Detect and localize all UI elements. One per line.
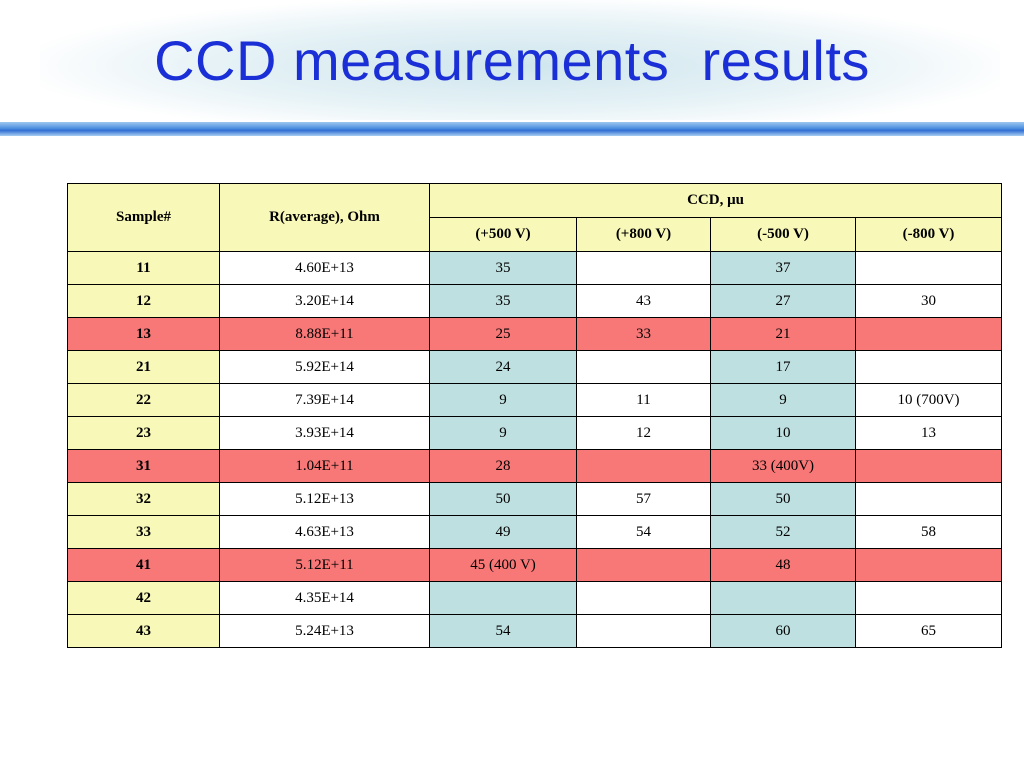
slide-title: CCD measurements results <box>154 29 870 92</box>
cell-ccd-plus500: 35 <box>430 252 577 285</box>
cell-ccd-minus500: 27 <box>711 285 856 318</box>
cell-ccd-minus500: 17 <box>711 351 856 384</box>
cell-ccd-minus800: 30 <box>856 285 1002 318</box>
cell-ccd-plus800 <box>577 615 711 648</box>
cell-ccd-minus800 <box>856 318 1002 351</box>
cell-sample: 11 <box>68 252 220 285</box>
cell-sample: 21 <box>68 351 220 384</box>
cell-ccd-plus500: 9 <box>430 417 577 450</box>
cell-ccd-minus800 <box>856 252 1002 285</box>
cell-ccd-minus500: 48 <box>711 549 856 582</box>
table-row <box>68 549 1002 582</box>
cell-sample: 12 <box>68 285 220 318</box>
cell-ccd-minus800: 58 <box>856 516 1002 549</box>
cell-ccd-plus500: 35 <box>430 285 577 318</box>
table-row <box>68 582 1002 615</box>
cell-resistance: 8.88E+11 <box>220 318 430 351</box>
cell-ccd-plus500: 28 <box>430 450 577 483</box>
table-row <box>68 516 1002 549</box>
cell-ccd-minus800 <box>856 450 1002 483</box>
header-ccd: CCD, μu <box>430 184 1002 218</box>
cell-ccd-minus500: 10 <box>711 417 856 450</box>
table-row <box>68 384 1002 417</box>
cell-ccd-minus500: 52 <box>711 516 856 549</box>
cell-ccd-minus500: 37 <box>711 252 856 285</box>
cell-resistance: 5.12E+11 <box>220 549 430 582</box>
cell-ccd-minus500 <box>711 582 856 615</box>
table-row <box>68 351 1002 384</box>
cell-resistance: 4.60E+13 <box>220 252 430 285</box>
cell-sample: 42 <box>68 582 220 615</box>
header-voltage-minus800: (-800 V) <box>856 218 1002 252</box>
cell-ccd-plus500: 9 <box>430 384 577 417</box>
table-body <box>68 252 1002 648</box>
cell-ccd-plus500: 54 <box>430 615 577 648</box>
table-header <box>68 184 1002 252</box>
cell-resistance: 3.93E+14 <box>220 417 430 450</box>
cell-ccd-minus800: 13 <box>856 417 1002 450</box>
cell-ccd-minus500: 21 <box>711 318 856 351</box>
cell-resistance: 4.63E+13 <box>220 516 430 549</box>
cell-sample: 23 <box>68 417 220 450</box>
table-row <box>68 450 1002 483</box>
results-table-container <box>67 183 1002 648</box>
cell-resistance: 5.12E+13 <box>220 483 430 516</box>
cell-sample: 13 <box>68 318 220 351</box>
cell-ccd-plus800: 33 <box>577 318 711 351</box>
cell-resistance: 4.35E+14 <box>220 582 430 615</box>
header-voltage-plus500: (+500 V) <box>430 218 577 252</box>
cell-sample: 33 <box>68 516 220 549</box>
cell-ccd-plus500: 24 <box>430 351 577 384</box>
header-resistance: R(average), Ohm <box>220 184 430 252</box>
cell-resistance: 7.39E+14 <box>220 384 430 417</box>
cell-ccd-plus800 <box>577 582 711 615</box>
cell-resistance: 1.04E+11 <box>220 450 430 483</box>
cell-ccd-minus500: 9 <box>711 384 856 417</box>
cell-ccd-minus800 <box>856 483 1002 516</box>
cell-ccd-plus500: 45 (400 V) <box>430 549 577 582</box>
cell-ccd-minus500: 50 <box>711 483 856 516</box>
cell-ccd-plus500: 49 <box>430 516 577 549</box>
cell-sample: 31 <box>68 450 220 483</box>
table-row <box>68 417 1002 450</box>
cell-ccd-plus800: 11 <box>577 384 711 417</box>
cell-ccd-minus800: 10 (700V) <box>856 384 1002 417</box>
cell-ccd-minus800 <box>856 549 1002 582</box>
cell-ccd-plus800 <box>577 549 711 582</box>
cell-ccd-plus800 <box>577 351 711 384</box>
cell-ccd-plus500: 50 <box>430 483 577 516</box>
cell-ccd-minus800 <box>856 582 1002 615</box>
ccd-results-table <box>67 183 1002 648</box>
cell-ccd-plus500 <box>430 582 577 615</box>
cell-ccd-minus800: 65 <box>856 615 1002 648</box>
table-row <box>68 318 1002 351</box>
table-row <box>68 285 1002 318</box>
cell-ccd-plus500: 25 <box>430 318 577 351</box>
cell-sample: 22 <box>68 384 220 417</box>
cell-ccd-plus800: 43 <box>577 285 711 318</box>
cell-sample: 32 <box>68 483 220 516</box>
cell-ccd-plus800: 12 <box>577 417 711 450</box>
cell-ccd-plus800: 57 <box>577 483 711 516</box>
cell-sample: 43 <box>68 615 220 648</box>
cell-resistance: 3.20E+14 <box>220 285 430 318</box>
cell-ccd-minus500: 60 <box>711 615 856 648</box>
cell-ccd-plus800: 54 <box>577 516 711 549</box>
title-divider <box>0 122 1024 136</box>
cell-ccd-minus500: 33 (400V) <box>711 450 856 483</box>
table-row <box>68 483 1002 516</box>
header-voltage-plus800: (+800 V) <box>577 218 711 252</box>
header-sample: Sample# <box>68 184 220 252</box>
table-row <box>68 252 1002 285</box>
cell-resistance: 5.24E+13 <box>220 615 430 648</box>
cell-sample: 41 <box>68 549 220 582</box>
table-row <box>68 615 1002 648</box>
cell-ccd-plus800 <box>577 450 711 483</box>
cell-ccd-plus800 <box>577 252 711 285</box>
cell-ccd-minus800 <box>856 351 1002 384</box>
header-voltage-minus500: (-500 V) <box>711 218 856 252</box>
cell-resistance: 5.92E+14 <box>220 351 430 384</box>
